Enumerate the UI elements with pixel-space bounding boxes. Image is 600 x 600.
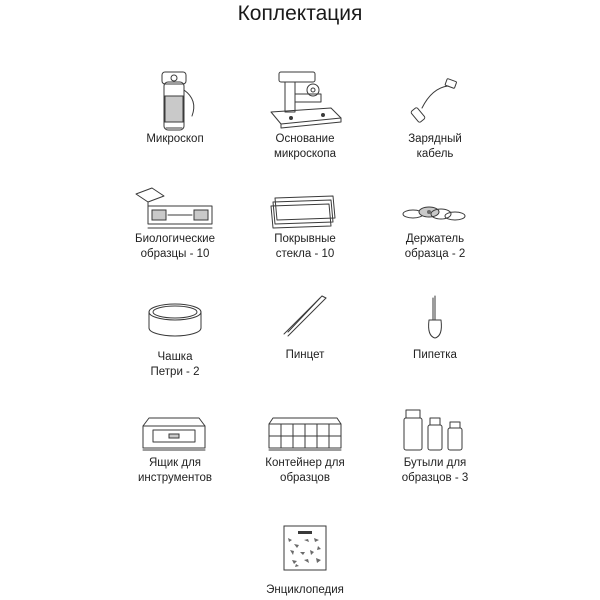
pipette-icon (415, 292, 455, 342)
item-sample-container (230, 412, 380, 486)
item-cover-glass (230, 186, 380, 262)
item-petri-dish (100, 298, 250, 380)
item-label: Энциклопедия (266, 584, 344, 596)
item-pipette (360, 292, 510, 363)
microscope-base-icon (265, 68, 345, 132)
item-label: Пипетка (413, 349, 457, 361)
item-charging-cable (360, 68, 510, 162)
item-label: Покрывные стекла - 10 (274, 233, 336, 260)
item-microscope (100, 68, 250, 147)
page-title: Коплектация (237, 2, 363, 25)
petri-dish-icon (140, 298, 210, 350)
cover-glass-icon (265, 186, 345, 232)
item-tweezers (230, 292, 380, 363)
sample-bottles-icon (400, 408, 470, 456)
biological-samples-icon (130, 186, 220, 232)
item-label: Бутыли для образцов - 3 (401, 457, 469, 484)
sample-holder-icon (395, 186, 475, 232)
item-microscope-base (230, 68, 380, 162)
item-label: Пинцет (285, 349, 325, 361)
item-label: Микроскоп (146, 133, 204, 145)
encyclopedia-icon (280, 524, 330, 574)
item-encyclopedia (230, 524, 380, 598)
item-label: Чашка Петри - 2 (150, 351, 200, 378)
item-sample-bottles (360, 408, 510, 486)
item-label: Зарядный кабель (408, 133, 462, 160)
item-sample-holder (360, 186, 510, 262)
sample-container-icon (263, 412, 347, 456)
item-label: Контейнер для образцов (265, 457, 345, 484)
microscope-icon (140, 68, 210, 132)
item-label: Основание микроскопа (273, 133, 337, 160)
tool-box-icon (135, 412, 215, 456)
item-label: Биологические образцы - 10 (135, 233, 215, 260)
item-label: Ящик для инструментов (138, 457, 212, 484)
item-tool-box (100, 412, 250, 486)
tweezers-icon (270, 292, 340, 342)
item-biological-samples (100, 186, 250, 262)
item-label: Держатель образца - 2 (404, 233, 466, 260)
charging-cable-icon (400, 68, 470, 132)
